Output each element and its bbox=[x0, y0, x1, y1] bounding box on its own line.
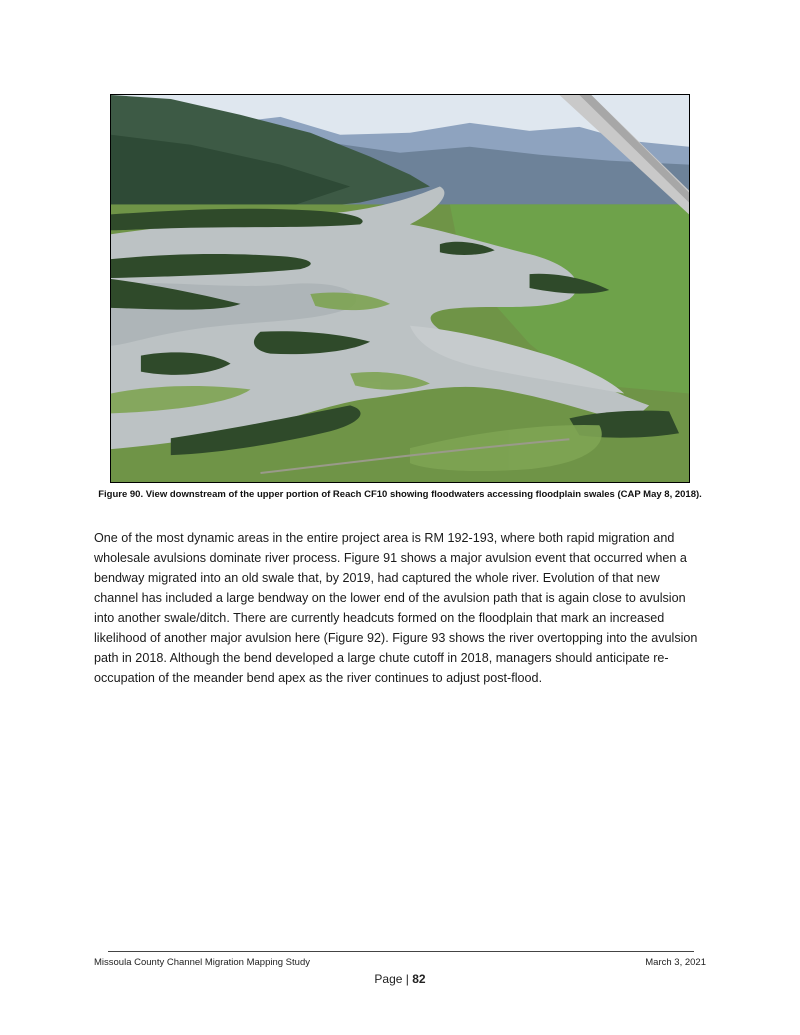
aerial-flood-photo bbox=[111, 95, 689, 482]
page-number-line bbox=[0, 972, 800, 986]
body-paragraph: One of the most dynamic areas in the entire project area is RM 192-193, where both rapid migration and wholesale avulsions dominate river process. Figure 91 shows a major avulsion event that occurred when a bendway migrated into an old swale that, by 2019, had captured the whole river. Evolution of that new channel has included a large bendway on the lower end of the avulsion path that is again close to avulsion into another swale/ditch. There are currently headcuts formed on the floodplain that mark an increased likelihood of another major avulsion here (Figure 92). Figure 93 shows the river overtopping into the avulsion path in 2018. Although the bend developed a large chute cutoff in 2018, managers should anticipate re-occupation of the meander bend apex as the river continues to adjust post-flood. bbox=[94, 531, 698, 685]
page-label: Page | bbox=[374, 972, 413, 986]
page-number: 82 bbox=[412, 972, 426, 986]
figure-caption: Figure 90. View downstream of the upper portion of Reach CF10 showing floodwaters accessing floodplain swales (CAP May 8, 2018). bbox=[98, 489, 702, 500]
footer-study-title: Missoula County Channel Migration Mapping Study bbox=[94, 957, 310, 968]
footer-date: March 3, 2021 bbox=[645, 957, 706, 968]
footer-rule bbox=[108, 951, 694, 952]
figure-photo bbox=[110, 94, 690, 483]
